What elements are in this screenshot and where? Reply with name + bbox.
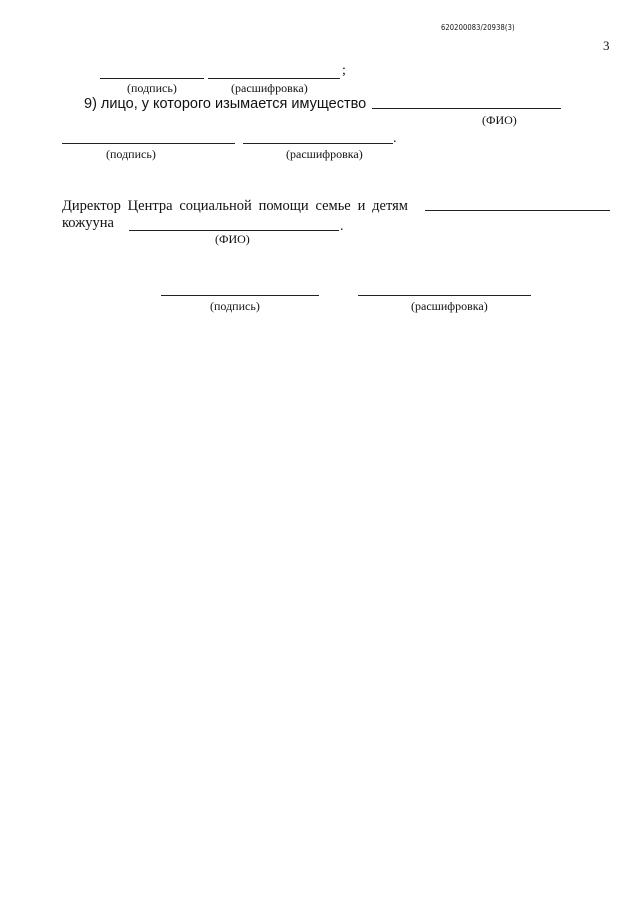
kozhuun-line — [129, 230, 339, 231]
signature-caption: (подпись) — [106, 147, 156, 161]
page-number: 3 — [603, 38, 610, 53]
director-title: Директор Центра социальной помощи семье и детям — [62, 198, 408, 214]
document-number: 620200083/20938(3) — [441, 23, 515, 32]
decoding-line — [243, 143, 393, 144]
period: . — [340, 219, 344, 234]
fio-line — [372, 108, 561, 109]
signature-line — [62, 143, 235, 144]
signature-caption: (подпись) — [210, 299, 260, 313]
fio-caption: (ФИО) — [215, 232, 250, 246]
decoding-caption: (расшифровка) — [286, 147, 363, 161]
kozhuun-text: кожууна — [62, 215, 114, 231]
item-9-text: 9) лицо, у которого изымается имущество — [84, 96, 367, 112]
fio-caption: (ФИО) — [482, 113, 517, 127]
decoding-line — [208, 78, 340, 79]
semicolon: ; — [342, 63, 346, 78]
decoding-line — [358, 295, 531, 296]
signature-line — [161, 295, 319, 296]
signature-line — [100, 78, 204, 79]
signature-caption: (подпись) — [127, 81, 177, 95]
decoding-caption: (расшифровка) — [231, 81, 308, 95]
period: . — [393, 131, 397, 146]
director-line — [425, 210, 610, 211]
decoding-caption: (расшифровка) — [411, 299, 488, 313]
